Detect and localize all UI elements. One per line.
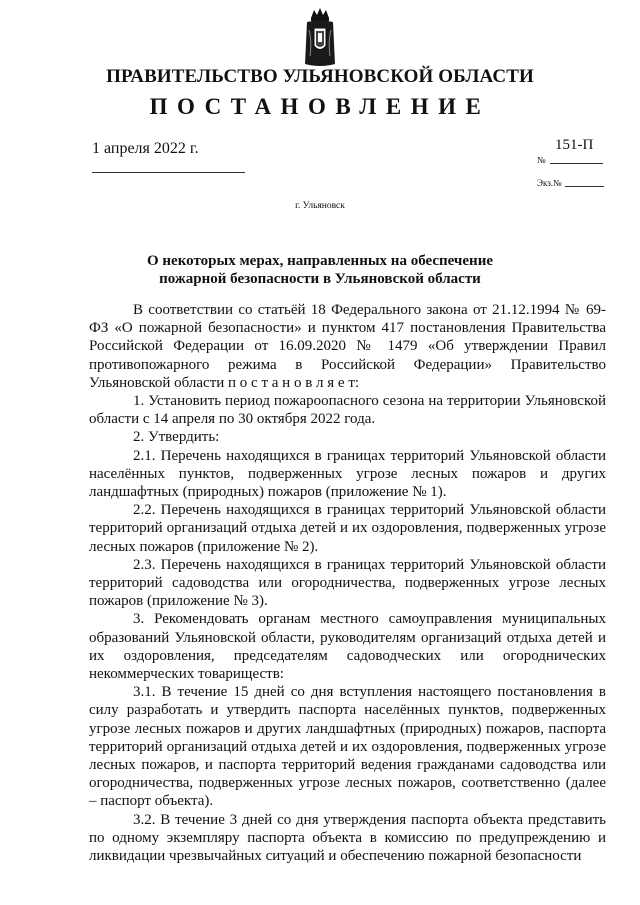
paragraph-item-3-2: 3.2. В течение 3 дней со дня утверждения паспорта объекта представить по одному экземпляру паспорта объекта в комиссию по предупреждению и ликвидации чрезвычайных ситуаций и обеспечению пожарной безопасности <box>89 811 606 865</box>
number-label: № <box>537 155 546 165</box>
document-type-title: ПОСТАНОВЛЕНИЕ <box>149 94 491 119</box>
document-number: 151-П <box>555 137 594 153</box>
paragraph-item-3-1: 3.1. В течение 15 дней со дня вступления настоящего постановления в силу разработать и утвердить паспорта населённых пунктов, подверженных угрозе лесных пожаров и других ландшафтных (природных) пожаров, паспорта территорий организаций отдыха детей и их оздоровления, подверженных угрозе лесных пожаров, и паспорта территорий ведения гражданами садоводства или огородничества, подверженных угрозе лесных пожаров, соответственно (далее – паспорт объекта). <box>89 684 606 810</box>
number-underline <box>550 163 603 164</box>
document-body <box>89 301 606 865</box>
paragraph-item-3: 3. Рекомендовать органам местного самоуправления муниципальных образований Ульяновской области, руководителям организаций отдыха детей и их оздоровления, председателям садоводческих или огороднических некоммерческих товариществ: <box>89 611 606 683</box>
copy-number-label: Экз.№ <box>537 178 562 188</box>
paragraph-item-2-1: 2.1. Перечень находящихся в границах территорий Ульяновской области населённых пунктов, подверженных угрозе лесных пожаров и других ландшафтных (природных) пожаров (приложение № 1). <box>89 447 606 501</box>
paragraph-item-2-2: 2.2. Перечень находящихся в границах территорий Ульяновской области территорий организаций отдыха детей и их оздоровления, подверженных угрозе лесных пожаров (приложение № 2). <box>89 502 606 555</box>
paragraph-item-2-3: 2.3. Перечень находящихся в границах территорий Ульяновской области территорий садоводства или огородничества, подверженных угрозе лесных пожаров (приложение № 3). <box>89 556 606 610</box>
document-title-line-2: пожарной безопасности в Ульяновской области <box>159 271 481 287</box>
document-date: 1 апреля 2022 г. <box>92 140 199 157</box>
coat-of-arms-emblem <box>303 6 337 68</box>
date-underline <box>92 172 245 173</box>
paragraph-preamble: В соответствии со статьёй 18 Федерального закона от 21.12.1994 № 69-ФЗ «О пожарной безопасности» и пунктом 417 постановления Правительства Российской Федерации от 16.09.2020 № 1479 «Об утверждении Правил противопожарного режима в Российской Федерации» Правительство Ульяновской области п о с т а н о в л я е т: <box>89 302 606 391</box>
document-title-line-1: О некоторых мерах, направленных на обеспечение <box>147 253 493 269</box>
document-title <box>120 252 520 288</box>
paragraph-item-2: 2. Утвердить: <box>133 429 220 446</box>
paragraph-item-1: 1. Установить период пожароопасного сезона на территории Ульяновской области с 14 апреля по 30 октября 2022 года. <box>89 393 606 428</box>
government-name: ПРАВИТЕЛЬСТВО УЛЬЯНОВСКОЙ ОБЛАСТИ <box>106 66 534 87</box>
copy-number-underline <box>565 186 604 187</box>
city-name: г. Ульяновск <box>295 201 345 211</box>
